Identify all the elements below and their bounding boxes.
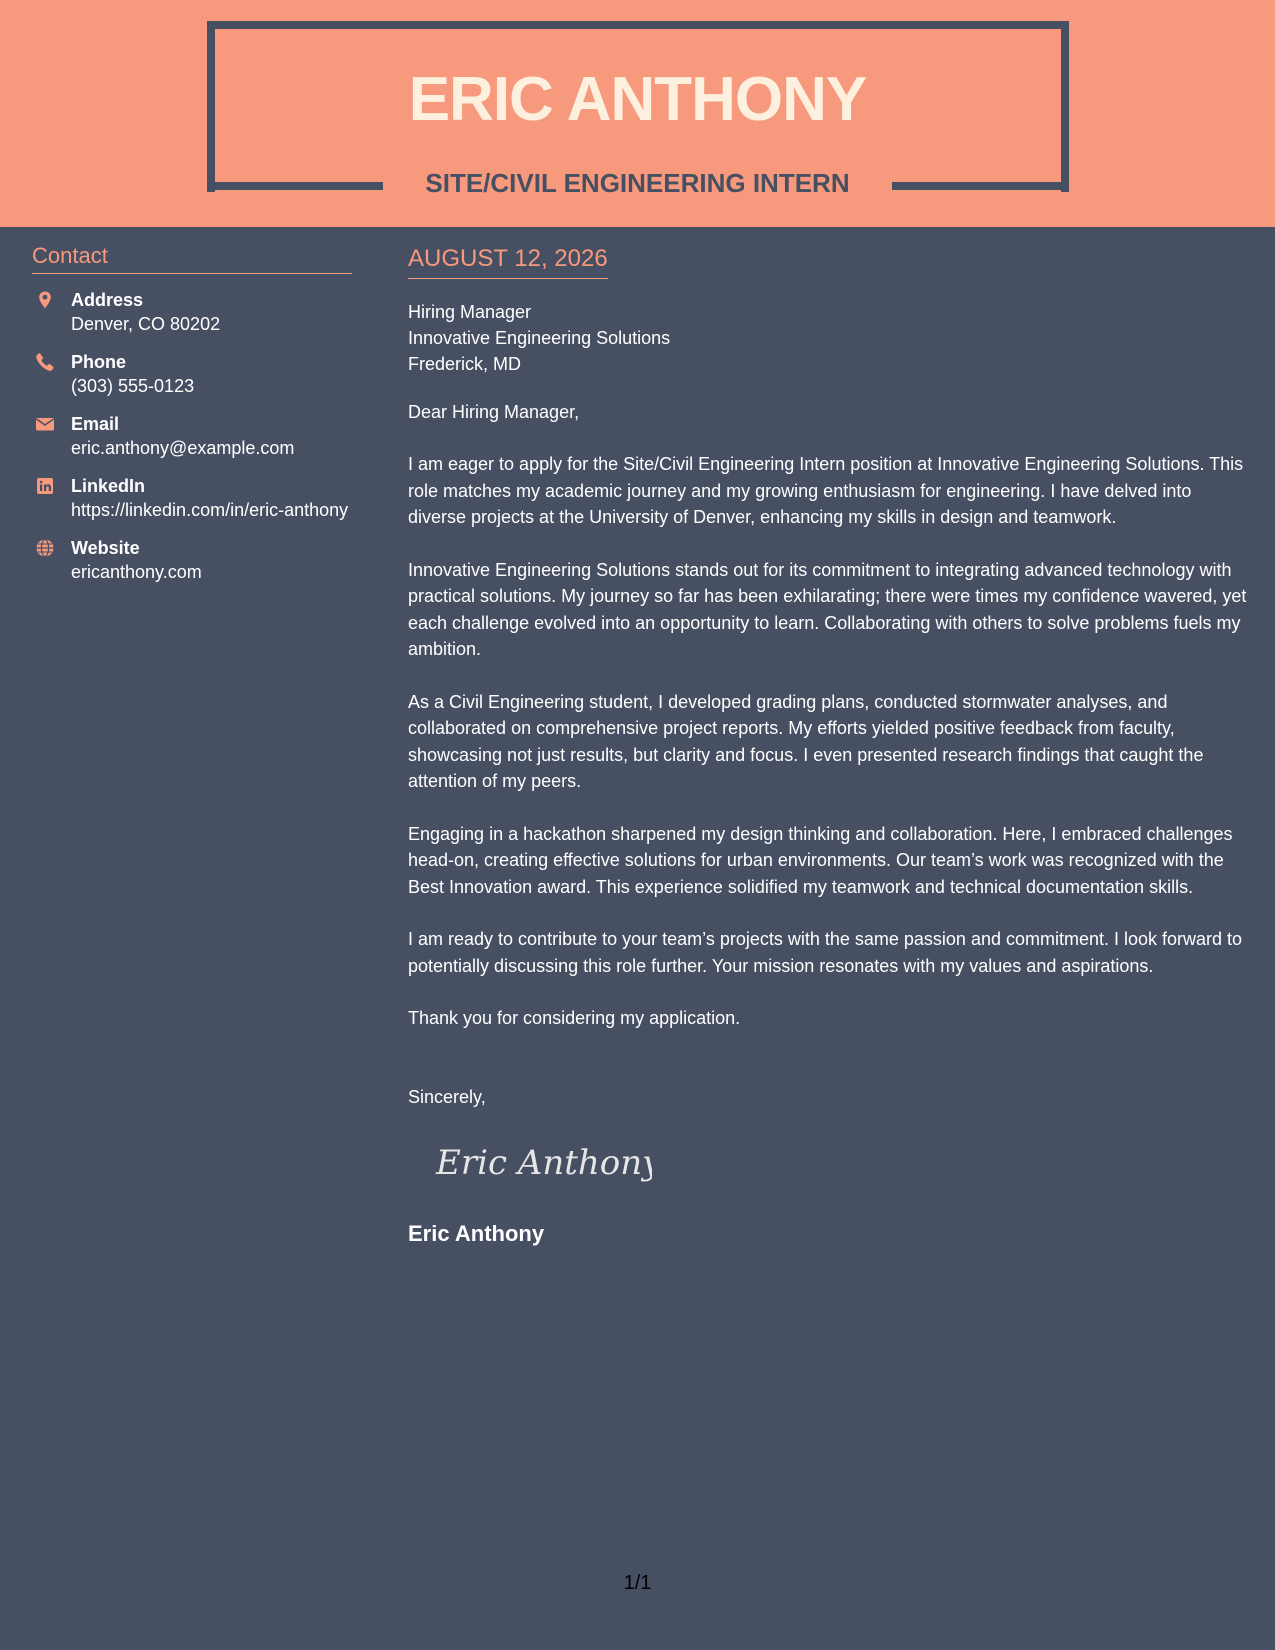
signature-text: Eric Anthony — [436, 1142, 652, 1183]
website-value: ericanthony.com — [71, 562, 202, 582]
linkedin-icon — [35, 476, 55, 496]
contact-label: Website — [71, 538, 140, 558]
linkedin-value: https://linkedin.com/in/eric-anthony — [71, 500, 349, 520]
contact-item-email — [32, 412, 352, 460]
handwritten-signature — [432, 1136, 652, 1192]
globe-icon — [35, 538, 55, 558]
applicant-name: ERIC ANTHONY — [408, 65, 867, 134]
contact-label: Address — [71, 290, 144, 310]
paragraph: I am ready to contribute to your team’s projects with the same passion and commitment. I look forward to potentially discussing this role further. Your mission resonates with my values and aspirations. — [408, 929, 1243, 976]
closing: Sincerely, — [408, 1086, 486, 1107]
salutation: Dear Hiring Manager, — [408, 402, 580, 422]
signer-name: Eric Anthony — [408, 1220, 545, 1246]
contact-sidebar — [32, 241, 352, 598]
page-indicator: 1/1 — [623, 1572, 652, 1594]
recipient-location: Frederick, MD — [408, 354, 522, 374]
recipient-block — [408, 299, 1248, 377]
contact-item-phone — [32, 350, 352, 398]
contact-item-linkedin — [32, 474, 352, 522]
recipient-name: Hiring Manager — [408, 302, 532, 322]
contact-label: Phone — [71, 352, 127, 372]
paragraph: Thank you for considering my application. — [408, 1008, 741, 1028]
contact-item-address — [32, 288, 352, 336]
paragraph: I am eager to apply for the Site/Civil Engineering Intern position at Innovative Engineering Solutions. This role matches my academic journey and my growing enthusiasm for engineering. I have delved into diverse projects at the University of Denver, enhancing my skills in design and teamwork. — [408, 454, 1244, 527]
paragraph: Engaging in a hackathon sharpened my design thinking and collaboration. Here, I embraced challenges head-on, creating effective solutions for urban environments. Our team’s work was recognized with the Best Innovation award. This experience solidified my teamwork and technical documentation skills. — [408, 823, 1233, 897]
phone-icon — [35, 352, 55, 372]
job-title: SITE/CIVIL ENGINEERING INTERN — [425, 168, 850, 198]
location-pin-icon — [35, 290, 55, 310]
email-value: eric.anthony@example.com — [71, 438, 295, 458]
phone-value: (303) 555-0123 — [71, 376, 195, 396]
paragraph: Innovative Engineering Solutions stands out for its commitment to integrating advanced technology with practical solutions. My journey so far has been exhilarating; there were times my confidence wavered, yet each challenge evolved into an opportunity to learn. Collaborating with others to solve problems fuels my ambition. — [408, 559, 1247, 659]
contact-heading: Contact — [32, 241, 352, 274]
paragraph: As a Civil Engineering student, I developed grading plans, conducted stormwater analyses, and collaborated on comprehensive project reports. My efforts yielded positive feedback from faculty, showcasing not just results, but clarity and focus. I even presented research findings that caught the attention of my peers. — [408, 691, 1204, 791]
letter-date: AUGUST 12, 2026 — [408, 244, 608, 279]
envelope-icon — [35, 414, 55, 434]
letter-body — [408, 244, 1248, 1249]
contact-label: LinkedIn — [71, 476, 146, 496]
contact-label: Email — [71, 414, 120, 434]
contact-item-website — [32, 536, 352, 584]
recipient-company: Innovative Engineering Solutions — [408, 328, 671, 348]
address-value: Denver, CO 80202 — [71, 314, 221, 334]
